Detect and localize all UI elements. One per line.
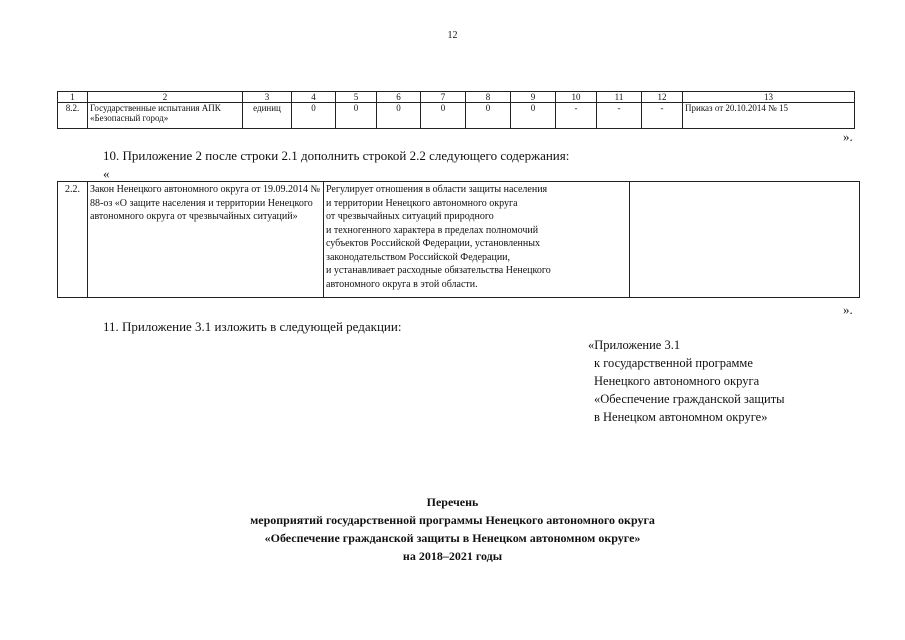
indicator-name: Государственные испытания АПК «Безопасный город»: [88, 103, 243, 129]
value-cell: 0: [421, 103, 466, 129]
column-number: 11: [597, 92, 642, 103]
appendix-line: «Обеспечение гражданской защиты: [594, 392, 785, 406]
table-row: [58, 103, 855, 129]
table-row: [58, 182, 860, 298]
value-cell: 0: [336, 103, 377, 129]
basis-cell: Приказ от 20.10.2014 № 15: [683, 103, 855, 129]
note-cell: [630, 182, 860, 298]
paragraph-10: 10. Приложение 2 после строки 2.1 дополнить строкой 2.2 следующего содержания:: [103, 148, 570, 163]
value-cell: -: [642, 103, 683, 129]
column-number: 5: [336, 92, 377, 103]
indicators-table: [57, 91, 855, 129]
appendix-line: в Ненецком автономном округе»: [594, 410, 768, 424]
heading-line: «Обеспечение гражданской защиты в Ненецком автономном округе»: [264, 531, 641, 545]
opening-quote: «: [103, 166, 110, 181]
closing-quote: ».: [843, 302, 853, 317]
value-cell: 0: [377, 103, 421, 129]
paragraph-11: 11. Приложение 3.1 изложить в следующей редакции:: [103, 319, 402, 334]
description-line: от чрезвычайных ситуаций природного: [326, 211, 494, 222]
column-number: 6: [377, 92, 421, 103]
law-cell: Закон Ненецкого автономного округа от 19.09.2014 № 88-оз «О защите населения и территории Ненецкого автономного округа от чрезвычайных ситуаций»: [88, 182, 324, 298]
description-line: законодательством Российской Федерации,: [326, 251, 511, 263]
laws-table: [57, 181, 860, 298]
column-number: 10: [556, 92, 597, 103]
closing-quote: ».: [843, 129, 853, 144]
description-line: и территории Ненецкого автономного округа: [326, 197, 518, 209]
description-line: автономного округа в этой области.: [326, 278, 478, 290]
appendix-caption: [588, 336, 785, 426]
row-number: 8.2.: [58, 103, 88, 129]
table-header-row: [58, 92, 855, 103]
heading-line: Перечень: [426, 495, 479, 509]
column-number: 8: [466, 92, 511, 103]
column-number: 4: [292, 92, 336, 103]
document-heading: [0, 493, 905, 565]
heading-line: мероприятий государственной программы Ненецкого автономного округа: [250, 513, 655, 527]
appendix-line: Ненецкого автономного округа: [594, 374, 760, 388]
value-cell: 0: [292, 103, 336, 129]
column-number: 2: [88, 92, 243, 103]
row-number: 2.2.: [58, 182, 88, 298]
value-cell: 0: [511, 103, 556, 129]
description-line: субъектов Российской Федерации, установленных: [326, 238, 540, 249]
appendix-line: «Приложение 3.1: [588, 338, 681, 352]
column-number: 1: [58, 92, 88, 103]
value-cell: -: [597, 103, 642, 129]
column-number: 9: [511, 92, 556, 103]
page-number: 12: [447, 30, 458, 41]
unit-cell: единиц: [243, 103, 292, 129]
description-line: и техногенного характера в пределах полномочий: [326, 224, 539, 236]
description-cell: [324, 182, 630, 298]
column-number: 13: [683, 92, 855, 103]
column-number: 3: [243, 92, 292, 103]
appendix-line: к государственной программе: [594, 356, 753, 370]
column-number: 12: [642, 92, 683, 103]
column-number: 7: [421, 92, 466, 103]
description-line: и устанавливает расходные обязательства Ненецкого: [326, 265, 551, 276]
heading-line: на 2018–2021 годы: [402, 549, 503, 563]
description-line: Регулирует отношения в области защиты населения: [326, 184, 548, 195]
value-cell: -: [556, 103, 597, 129]
value-cell: 0: [466, 103, 511, 129]
